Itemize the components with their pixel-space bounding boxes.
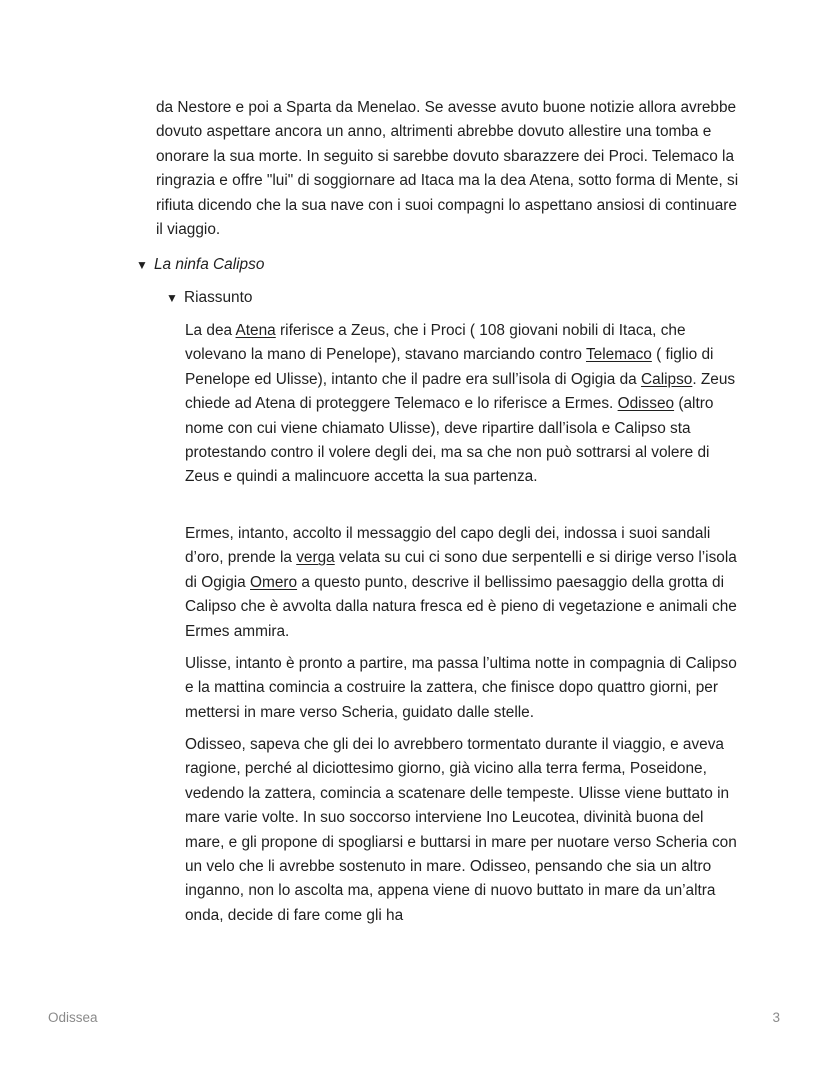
link-odisseo[interactable]: Odisseo <box>617 395 675 413</box>
toggle-la-ninfa-calipso[interactable] <box>136 254 264 276</box>
triangle-down-icon[interactable]: ▼ <box>166 291 178 305</box>
link-omero[interactable]: Omero <box>250 573 298 591</box>
intro-paragraph: da Nestore e poi a Sparta da Menelao. Se avesse avuto buone notizie allora avrebbe dovuto aspettare ancora un anno, altrimenti abrebbe dovuto allestire una tomba e onorare la sua morte. In seguito si sarebbe dovuto sbarazzere dei Proci. Telemaco la ringrazia e offre "lui" di soggiornare ad Itaca ma la dea Atena, sotto forma di Mente, si rifiuta dicendo che la sua nave con i suoi compagni lo aspettano ansiosi di continuare il viaggio. <box>156 99 739 239</box>
link-atena[interactable]: Atena <box>235 322 276 339</box>
triangle-down-icon[interactable]: ▼ <box>136 258 148 272</box>
link-verga[interactable]: verga <box>296 549 335 567</box>
subsection-title: Riassunto <box>184 289 253 306</box>
link-calipso[interactable]: Calipso <box>641 370 693 388</box>
page-number: 3 <box>772 1010 780 1025</box>
paragraph-4: Odisseo, sapeva che gli dei lo avrebbero tormentato durante il viaggio, e aveva ragione, perché al diciottesimo giorno, già vicino alla terra ferma, Poseidone, vedendo la zattera, comincia a scatenare delle tempeste. Ulisse viene buttato in mare varie volte. In suo soccorso interviene Ino Leucotea, divinità buona del mare, e gli propone di spogliarsi e buttarsi in mare per nuotare verso Scheria con un velo che li avrebbe sostenuto in mare. Odisseo, pensando che sia un altro inganno, non lo ascolta ma, appena viene di nuovo buttato in mare da un’altra onda, decide di fare come gli ha <box>185 736 737 924</box>
toggle-riassunto[interactable] <box>166 287 252 309</box>
paragraph-2: Ermes, intanto, accolto il messaggio del capo degli dei, indossa i suoi sandali d’oro, prende la verga velata su cui ci sono due serpentelli e si dirige verso l’isola di Ogigia Omero a questo punto, descrive il bellissimo paesaggio della grotta di Calipso che è avvolta dalla natura fresca ed è pieno di vegetazione e animali che Ermes ammira. <box>185 525 737 640</box>
paragraph-1: La dea Atena riferisce a Zeus, che i Proci ( 108 giovani nobili di Itaca, che volevano la mano di Penelope), stavano marciando contro Telemaco ( figlio di Penelope ed Ulisse), intanto che il padre era sull’isola di Ogigia da Calipso. Zeus chiede ad Atena di proteggere Telemaco e lo riferisce a Ermes. Odisseo (altro nome con cui viene chiamato Ulisse), deve ripartire dall’isola e Calipso sta protestando contro il volere degli dei, ma sa che non può sottrarsi al volere di Zeus e quindi a malincuore accetta la sua partenza. <box>185 322 736 486</box>
footer-title: Odissea <box>48 1010 98 1025</box>
link-telemaco[interactable]: Telemaco <box>585 346 652 364</box>
paragraph-3: Ulisse, intanto è pronto a partire, ma passa l’ultima notte in compagnia di Calipso e la mattina comincia a costruire la zattera, che finisce dopo quattro giorni, per mettersi in mare verso Scheria, guidato dalle stelle. <box>185 655 737 721</box>
section-title: La ninfa Calipso <box>154 256 265 273</box>
